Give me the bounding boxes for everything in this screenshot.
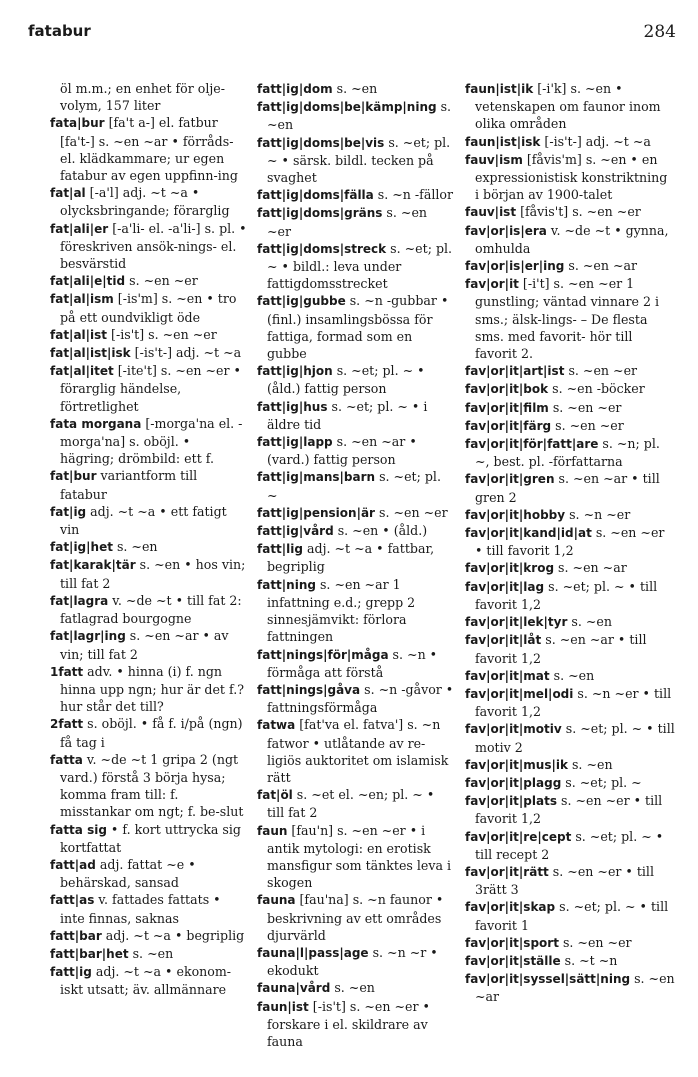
dictionary-entry (465, 934, 675, 952)
dictionary-entry (257, 186, 455, 204)
entry-headword: fatt|ig|dom (257, 82, 333, 96)
entry-definition: s. ~en (330, 980, 375, 996)
entry-headword: fat|lagr|ing (50, 629, 126, 644)
dictionary-entry (257, 891, 455, 944)
entry-definition: [-ite't] s. ~en ~er • förarglig händelse, förtretlighet (60, 363, 241, 414)
entry-headword: fatt|bar|het (50, 946, 129, 961)
entry-headword: fatt|ig|vård (257, 524, 334, 539)
entry-definition: [fau'na] s. ~n faunor • beskrivning av ett områdes djurvärld (267, 892, 444, 943)
entry-headword: fatta sig (50, 822, 107, 837)
entry-headword: fav|or|it|gren (465, 472, 555, 487)
dictionary-entry (50, 856, 248, 891)
entry-headword: fatta (50, 752, 83, 767)
entry-headword: fauna|vård (257, 981, 331, 996)
entry-definition: s. ~en ~er (267, 205, 428, 239)
entry-headword: fav|or|it|bok (465, 382, 549, 397)
entry-headword: fav|or|it|kand|id|at (465, 526, 592, 541)
entry-definition: s. ~en (128, 945, 174, 961)
entry-definition: s. ~n ~er • till favorit 1,2 (475, 685, 672, 720)
entry-headword: fav|or|it|låt (465, 633, 542, 648)
entry-definition: [-is't-] adj. ~t ~a (540, 133, 651, 149)
dictionary-entry (257, 80, 455, 98)
entry-definition: s. ~en ~ar (554, 560, 627, 576)
entry-headword: fauna|l|pass|age (257, 945, 369, 960)
dictionary-entry (465, 756, 675, 774)
dictionary-entry (465, 631, 675, 666)
dictionary-entry (257, 646, 455, 681)
dictionary-entry (50, 290, 248, 325)
dictionary-entry (50, 663, 248, 716)
dictionary-entry (50, 114, 248, 184)
entry-headword: fav|or|it|mat (465, 668, 550, 683)
entry-definition: s. ~en ~er (125, 273, 198, 289)
entry-definition: s. ~en • (åld.) (333, 523, 428, 539)
dictionary-entry (465, 203, 675, 221)
entry-headword: fav|or|it|hobby (465, 507, 566, 522)
dictionary-entry (50, 220, 248, 273)
entry-headword: fav|or|it|syssel|sätt|ning (465, 972, 631, 987)
entry-definition: s. ~et; pl. ~ • (åld.) fattig person (267, 363, 425, 397)
dictionary-entry (257, 998, 455, 1051)
dictionary-entry (50, 592, 248, 627)
entry-headword: fatt|ad (50, 857, 96, 872)
entry-headword: fatt|ig|doms|streck (257, 241, 387, 256)
dictionary-entry (257, 944, 455, 979)
dictionary-entry (50, 538, 248, 556)
entry-definition: adj. fattat ~e • behärskad, sansad (60, 856, 196, 891)
dictionary-entry (465, 952, 675, 970)
dictionary-entry (465, 613, 675, 631)
entry-headword: 2fatt (50, 717, 84, 732)
entry-definition: [-a'l] adj. ~t ~a • olycksbringande; förarglig (60, 185, 230, 219)
dictionary-entry (465, 435, 675, 470)
column-1 (50, 80, 248, 999)
entry-definition: [-i'k] s. ~en • vetenskapen om faunor inom olika områden (475, 81, 661, 132)
dictionary-entry (465, 524, 675, 559)
dictionary-entry (50, 80, 248, 114)
entry-headword: fav|or|it|mel|odi (465, 686, 574, 701)
entry-headword: fat|al|itet (50, 364, 114, 379)
entry-definition: s. ~n -gubbar • (finl.) insamlingsbössa för fattiga, formad som en gubbe (267, 293, 449, 362)
entry-definition: s. ~et el. ~en; pl. ~ • till fat 2 (267, 787, 435, 821)
column-2 (257, 80, 455, 1050)
entry-headword: fav|or|it|färg (465, 418, 552, 433)
entry-definition: s. ~en ~er (374, 504, 448, 520)
entry-headword: fatwa (257, 718, 296, 733)
dictionary-entry (465, 470, 675, 505)
dictionary-entry (465, 399, 675, 417)
page-number: 284 (643, 22, 676, 42)
dictionary-entry (465, 792, 675, 827)
entry-definition: [-is't-] adj. ~t ~a (130, 345, 242, 361)
entry-definition: s. ~en -böcker (548, 381, 645, 397)
entry-definition: s. ~n -gåvor • fattningsförmåga (267, 681, 454, 716)
entry-definition: adj. ~t ~a • begriplig (101, 927, 245, 943)
entry-definition: s. ~en ~ar • av vin; till fat 2 (60, 628, 229, 662)
entry-definition: s. ~en (332, 81, 378, 96)
dictionary-entry (465, 151, 675, 204)
entry-definition: v. fattades fattats • inte finnas, saknas (60, 892, 221, 926)
entry-headword: fav|or|it|krog (465, 561, 555, 576)
dictionary-entry (257, 98, 455, 133)
entry-definition: s. ~en (112, 539, 158, 555)
entry-headword: fav|or|it|lek|tyr (465, 615, 568, 630)
dictionary-entry (465, 275, 675, 362)
entry-headword: fat|al|ism (50, 292, 114, 307)
entry-headword: fatt|ig|doms|be|vis (257, 135, 385, 150)
dictionary-entry (50, 503, 248, 538)
entry-definition: s. ~et; pl. ~ • till favorit 1,2 (475, 578, 658, 612)
entry-headword: fatt|lig (257, 542, 303, 557)
entry-definition: s. ~et; pl. ~ • i äldre tid (267, 398, 428, 432)
entry-definition: s. ~en ~ar • till favorit 1,2 (475, 632, 647, 666)
entry-definition: [fa't a-] el. fatbur [fa't-] s. ~en ~ar • förråds-el. klädkammare; ur egen fatabur av egen uppfinn-ing (60, 115, 238, 184)
entry-headword: fav|or|is|era (465, 223, 547, 238)
dictionary-entry (257, 522, 455, 540)
dictionary-entry (257, 134, 455, 187)
entry-definition: [-is't] s. ~en ~er • forskare i el. skildrare av fauna (267, 998, 430, 1049)
entry-definition: [fåvis't] s. ~en ~er (516, 204, 641, 220)
entry-definition: s. ~en • hos vin; till fat 2 (60, 557, 246, 591)
entry-headword: fav|or|it (465, 277, 519, 292)
dictionary-entry (465, 417, 675, 435)
entry-definition: adj. ~t ~a • ett fatigt vin (60, 503, 227, 538)
entry-definition: s. ~en ~ar • (vard.) fattig person (267, 434, 417, 468)
entry-definition: s. ~en (567, 756, 613, 772)
entry-definition: v. ~de ~t 1 gripa 2 (ngt vard.) förstå 3 börja hysa; komma fram till: f. misstankar om ngt; f. be-slut (60, 751, 244, 820)
dictionary-entry (465, 774, 675, 792)
entry-headword: fav|or|it|film (465, 400, 549, 415)
entry-headword: fatt|ning (257, 577, 316, 592)
entry-headword: fatt|ig|hus (257, 399, 328, 414)
dictionary-entry (257, 576, 455, 646)
entry-definition: s. ~et; pl. ~ • bildl.: leva under fattigdomsstrecket (267, 240, 453, 292)
entry-definition: s. ~en (549, 667, 595, 683)
dictionary-entry (257, 681, 455, 716)
entry-definition: variantform till fatabur (60, 468, 198, 502)
dictionary-entry (465, 506, 675, 524)
dictionary-entry (465, 559, 675, 577)
dictionary-entry (465, 257, 675, 275)
entry-headword: fatt|ig|doms|gräns (257, 206, 383, 221)
entry-definition: s. oböjl. • få f. i/på (ngn) få tag i (60, 716, 243, 750)
dictionary-entry (50, 556, 248, 591)
dictionary-entry (50, 963, 248, 998)
dictionary-entry (257, 398, 455, 433)
entry-definition: s. ~en ~ar (475, 971, 675, 1005)
dictionary-entry (50, 362, 248, 415)
entry-headword: fat|al|ist|isk (50, 346, 131, 361)
dictionary-entry (465, 898, 675, 933)
entry-headword: faun|ist|ik (465, 82, 534, 96)
entry-headword: fauna (257, 893, 296, 908)
dictionary-entry (257, 979, 455, 997)
dictionary-entry (257, 786, 455, 821)
entry-headword: fatt|nings|för|måga (257, 647, 389, 662)
entry-headword: fauv|ist (465, 205, 517, 220)
entry-definition: s. ~en ~er (564, 363, 638, 379)
dictionary-entry (465, 362, 675, 380)
entry-definition: s. ~en ~er (548, 399, 622, 415)
entry-definition: [-is'm] s. ~en • tro på ett oundvikligt öde (60, 291, 237, 325)
entry-definition: s. ~en (567, 614, 612, 630)
dictionary-entry (50, 326, 248, 344)
entry-definition: s. ~et; pl. ~ (561, 774, 642, 790)
entry-definition: v. ~de ~t • gynna, omhulda (475, 222, 669, 256)
entry-headword: fat|ig (50, 504, 87, 519)
dictionary-entry (50, 344, 248, 362)
dictionary-entry (465, 578, 675, 613)
entry-definition: s. ~en ~er • till favorit 1,2 (475, 525, 665, 559)
dictionary-entry (257, 433, 455, 468)
dictionary-entry (50, 751, 248, 821)
entry-headword: fatt|ig|hjon (257, 364, 333, 379)
dictionary-entry (257, 204, 455, 239)
entry-headword: fatt|bar (50, 928, 102, 943)
dictionary-entry (257, 240, 455, 293)
dictionary-entry (257, 716, 455, 786)
entry-definition: s. ~en ~ar (564, 258, 638, 274)
column-3 (465, 80, 675, 1006)
entry-headword: fat|al|ist (50, 327, 108, 342)
entry-definition: s. ~en ~ar 1 infattning e.d.; grepp 2 sinnesjämvikt: förlora fattningen (267, 576, 416, 645)
entry-definition: s. ~n; pl. ~, best. pl. -författarna (475, 436, 660, 470)
running-head: fatabur (28, 22, 91, 40)
entry-headword: faun|ist (257, 999, 309, 1014)
entry-definition: s. ~n -fällor (373, 187, 453, 203)
entry-definition: v. ~de ~t • till fat 2: fatlagrad bourgogne (60, 592, 242, 627)
entry-definition: [-morga'na el. -morga'na] s. oböjl. • hägring; drömbild: ett f. (60, 415, 243, 467)
entry-definition: s. ~et; pl. ~ • särsk. bildl. tecken på svaghet (267, 134, 451, 186)
entry-definition: s. ~en ~er (558, 934, 632, 950)
dictionary-entry (465, 80, 675, 133)
entry-headword: fauv|ism (465, 152, 523, 167)
entry-headword: fav|or|it|sport (465, 935, 559, 950)
entry-definition: [fau'n] s. ~en ~er • i antik mytologi: en erotisk mansfigur som tänktes leva i skogen (267, 822, 452, 891)
entry-definition: adj. ~t ~a • ekonom-iskt utsatt; äv. allmännare (60, 964, 232, 998)
dictionary-entry (50, 821, 248, 856)
entry-definition: s. ~n ~er (565, 506, 631, 522)
entry-definition: s. ~n • förmåga att förstå (267, 646, 438, 680)
dictionary-entry (257, 540, 455, 575)
dictionary-entry (257, 822, 455, 892)
entry-definition: s. ~et; pl. ~ • till favorit 1 (475, 899, 669, 933)
dictionary-entry (465, 667, 675, 685)
entry-definition: s. ~et; pl. ~ • till motiv 2 (475, 721, 675, 755)
entry-headword: fatt|ig|gubbe (257, 294, 346, 309)
entry-headword: fat|karak|tär (50, 558, 136, 573)
dictionary-entry (50, 184, 248, 219)
entry-definition: s. ~et; pl. ~ (267, 469, 441, 503)
entry-headword: fav|or|it|plagg (465, 775, 562, 790)
dictionary-entry (465, 720, 675, 755)
entry-definition: s. ~t ~n (560, 952, 618, 968)
dictionary-entry (465, 133, 675, 151)
dictionary-entry (465, 222, 675, 257)
dictionary-entry (50, 715, 248, 750)
entry-headword: 1fatt (50, 664, 84, 679)
entry-headword: fata|bur (50, 116, 105, 131)
entry-definition: [-a'li- el. -a'li-] s. pl. • föreskriven ansök-nings- el. besvärstid (60, 220, 247, 272)
dictionary-entry (257, 362, 455, 397)
dictionary-entry (465, 970, 675, 1005)
dictionary-entry (50, 627, 248, 662)
entry-definition: s. ~en ~er (551, 417, 624, 433)
entry-definition: s. ~n ~r • ekodukt (267, 944, 438, 979)
entry-headword: fav|or|it|lag (465, 579, 545, 594)
entry-headword: fatt|ig|pension|är (257, 505, 375, 520)
entry-headword: fav|or|it|motiv (465, 722, 562, 737)
entry-definition: s. ~en ~er • till favorit 1,2 (475, 793, 663, 827)
dictionary-entry (257, 468, 455, 503)
entry-headword: fatt|ig|mans|barn (257, 470, 376, 485)
entry-definition: [fat'va el. fatva'] s. ~n fatwor • utlåtande av re-ligiös auktoritet om islamisk rätt (267, 717, 449, 785)
entry-headword: fav|or|it|rätt (465, 864, 549, 879)
dictionary-entry (465, 685, 675, 720)
entry-definition: s. ~en (267, 99, 452, 133)
dictionary-entry (50, 891, 248, 926)
dictionary-entry (465, 380, 675, 398)
entry-headword: fav|or|it|re|cept (465, 829, 572, 844)
entry-headword: fav|or|it|ställe (465, 953, 561, 968)
entry-headword: fat|al (50, 186, 86, 201)
entry-headword: fatt|ig|doms|be|kämp|ning (257, 100, 437, 115)
entry-headword: faun (257, 823, 288, 838)
entry-headword: fat|ali|e|tid (50, 274, 126, 289)
entry-headword: fav|or|is|er|ing (465, 259, 565, 274)
entry-definition: s. ~et; pl. ~ • till recept 2 (475, 828, 664, 862)
entry-headword: fatt|as (50, 893, 95, 908)
entry-definition: adj. ~t ~a • fattbar, begriplig (267, 541, 435, 575)
entry-definition: [fåvis'm] s. ~en • en expressionistisk konstriktning i början av 1900-talet (475, 151, 668, 203)
dictionary-entry (465, 828, 675, 863)
entry-definition: adv. • hinna (i) f. ngn hinna upp ngn; hur är det f.? hur står det till? (60, 663, 244, 715)
dictionary-entry (465, 863, 675, 898)
dictionary-entry (50, 945, 248, 963)
dictionary-entry (50, 272, 248, 290)
entry-definition: s. ~en ~er • till 3rätt 3 (475, 863, 654, 898)
entry-definition: öl m.m.; en enhet för olje-volym, 157 liter (60, 81, 225, 114)
entry-headword: fav|or|it|art|ist (465, 364, 565, 379)
entry-headword: fat|öl (257, 788, 293, 803)
entry-definition: [-i't] s. ~en ~er 1 gunstling; väntad vinnare 2 i sms.; älsk-lings- – De flesta sms. med favorit- hör till favorit 2. (475, 276, 660, 362)
entry-definition: • f. kort uttrycka sig kortfattat (60, 821, 241, 855)
entry-headword: fatt|ig|doms|fälla (257, 188, 374, 203)
entry-headword: fatt|ig|lapp (257, 435, 333, 450)
dictionary-entry (257, 292, 455, 362)
entry-definition: [-is't] s. ~en ~er (107, 326, 217, 342)
entry-headword: fav|or|it|för|fatt|are (465, 437, 599, 452)
dictionary-entry (257, 504, 455, 522)
entry-headword: faun|ist|isk (465, 134, 541, 149)
dictionary-entry (50, 927, 248, 945)
entry-headword: fatt|ig (50, 965, 92, 980)
entry-headword: fav|or|it|skap (465, 900, 556, 915)
entry-headword: fav|or|it|plats (465, 794, 557, 809)
dictionary-entry (50, 415, 248, 468)
dictionary-entry (50, 467, 248, 502)
entry-headword: fat|ig|het (50, 540, 113, 555)
entry-headword: fata morgana (50, 416, 142, 431)
entry-headword: fat|lagra (50, 593, 109, 608)
entry-headword: fat|bur (50, 469, 97, 484)
entry-headword: fat|ali|er (50, 221, 109, 236)
entry-headword: fatt|nings|gåva (257, 682, 361, 697)
dictionary-columns (0, 80, 698, 1060)
entry-headword: fav|or|it|mus|ik (465, 757, 568, 772)
entry-definition: s. ~en ~ar • till gren 2 (475, 471, 660, 505)
